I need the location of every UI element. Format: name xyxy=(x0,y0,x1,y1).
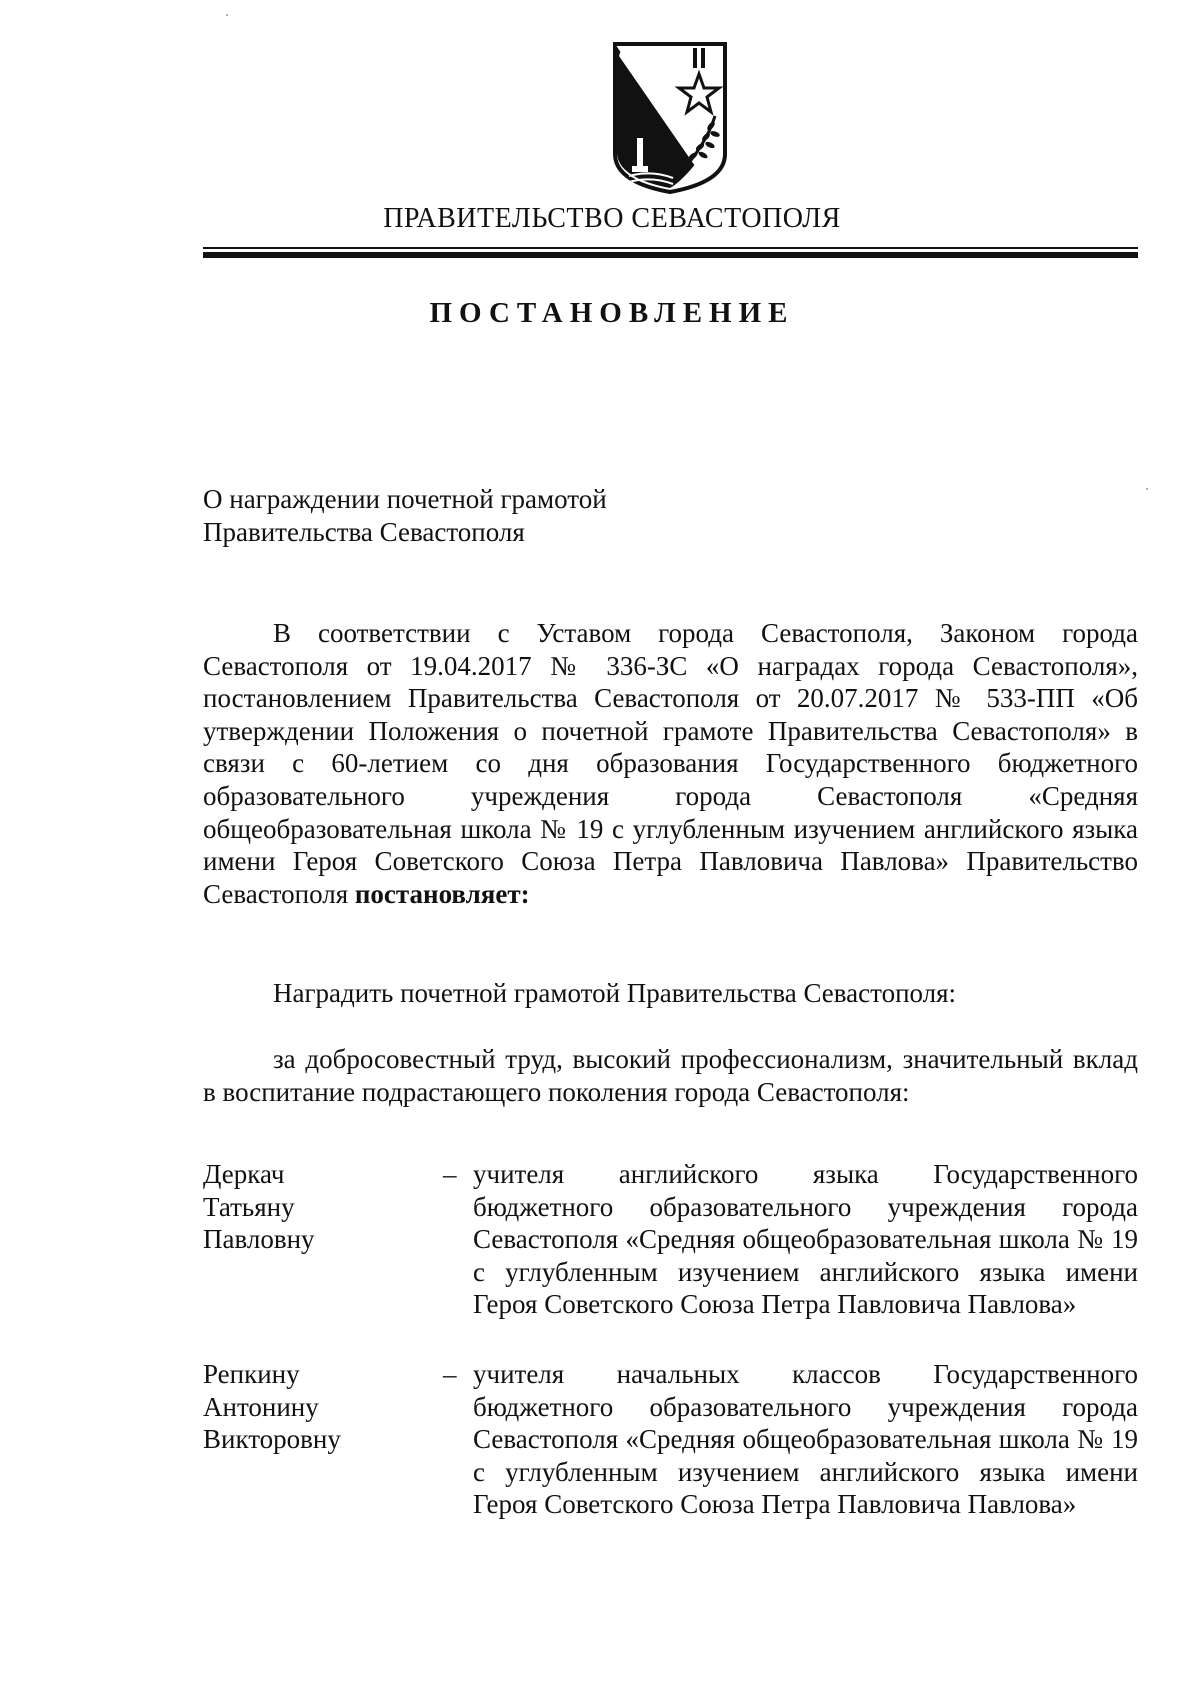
awardee-name xyxy=(203,1358,423,1456)
subject-line-1: О награждении почетной грамотой xyxy=(203,484,607,514)
awardee-first-name: Антонину xyxy=(203,1391,319,1422)
awardee-dash: – xyxy=(443,1359,457,1389)
document-type-title: ПОСТАНОВЛЕНИЕ xyxy=(429,297,795,329)
header-rule-thin xyxy=(203,247,1138,249)
header-rule-thick xyxy=(203,252,1138,258)
awardee-dash: – xyxy=(443,1159,457,1189)
scan-speck xyxy=(226,14,228,16)
scan-speck xyxy=(1146,488,1148,490)
award-reason: за добросовестный труд, высокий профессионализм, значительный вклад в воспитание подрастающего поколения города Севастополя: xyxy=(203,1044,1138,1107)
awardee-patronymic: Павловну xyxy=(203,1224,315,1255)
awardee-first-name: Татьяну xyxy=(203,1191,295,1222)
awardee-surname: Деркач xyxy=(203,1159,285,1189)
awardee-description: учителя английского языка Государственного бюджетного образовательного учреждения города Севастополя «Средняя общеобразовательная школа № 19 с углубленным изучением английского языка имени Героя Советского Союза Петра Павловича Павлова» xyxy=(473,1159,1138,1320)
sevastopol-coat-of-arms-icon xyxy=(611,42,729,194)
award-heading: Наградить почетной грамотой Правительства Севастополя: xyxy=(273,978,957,1008)
awardee-patronymic: Викторовну xyxy=(203,1424,341,1455)
subject-line-2: Правительства Севастополя xyxy=(203,517,525,547)
awardee-surname: Репкину xyxy=(203,1359,300,1389)
preamble-resolves: постановляет: xyxy=(354,878,530,909)
preamble-text: В соответствии с Уставом города Севастополя, Законом города Севастополя от 19.04.2017 № 336-ЗС «О наградах города Севастополя», постановлением Правительства Севастополя от 20.07.2017 № 533-ПП «Об утверждении Положения о почетной грамоте Правительства Севастополя» в связи с 60-летием со дня образования Государственного бюджетного образовательного учреждения города Севастополя «Средняя общеобразовательная школа № 19 с углубленным изучением английского языка имени Героя Советского Союза Петра Павловича Павлова» Правительство Севастополя xyxy=(203,618,1138,909)
document-subject xyxy=(203,483,803,549)
organization-title: ПРАВИТЕЛЬСТВО СЕВАСТОПОЛЯ xyxy=(383,203,841,234)
preamble-paragraph xyxy=(203,617,1138,910)
awardee-name xyxy=(203,1158,423,1256)
awardee-description: учителя начальных классов Государственного бюджетного образовательного учреждения города Севастополя «Средняя общеобразовательная школа № 19 с углубленным изучением английского языка имени Героя Советского Союза Петра Павловича Павлова» xyxy=(473,1359,1138,1520)
